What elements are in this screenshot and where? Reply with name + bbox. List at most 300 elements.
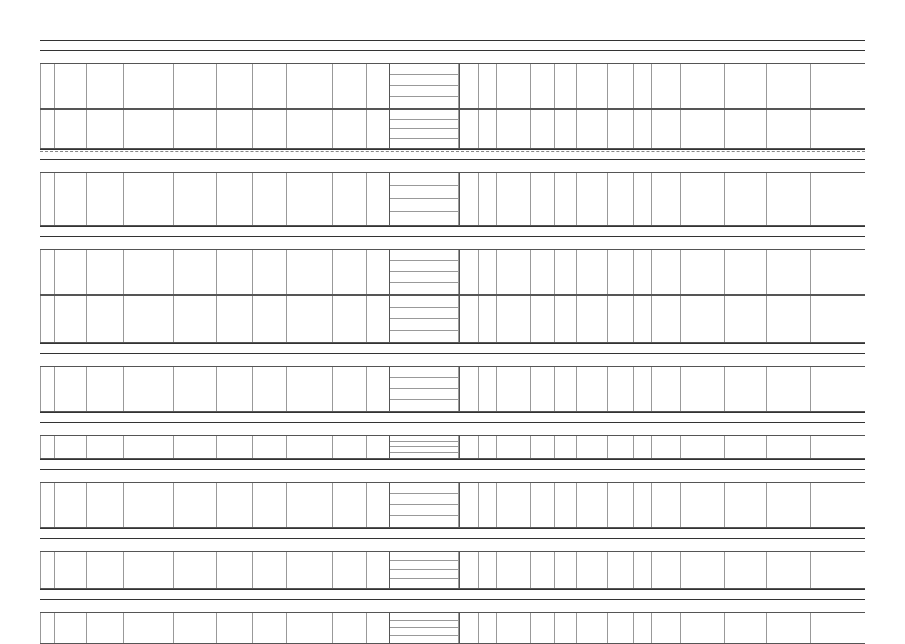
table-cell [123,296,173,342]
facility-type-label [390,579,459,588]
table-row [40,295,865,343]
table-cell [651,367,680,411]
table-cell [173,296,216,342]
table-cell [216,367,252,411]
table-cell [478,367,496,411]
table-cell [252,296,286,342]
table-cell [680,613,724,643]
table-cell [651,613,680,643]
table-cell [496,64,530,108]
table-cell [680,436,724,458]
table-cell [54,250,86,294]
table-row [40,551,865,589]
table-cell [286,613,332,643]
table-cell [332,110,366,148]
facility-type-subtable [389,64,460,108]
table-cell [651,64,680,108]
facility-type-label [390,494,459,505]
table-cell [554,296,576,342]
table-cell [724,483,766,527]
table-cell [40,250,54,294]
table-cell [496,613,530,643]
table-cell [86,367,123,411]
table-cell [607,367,633,411]
table-cell [86,436,123,458]
table-cell [530,436,554,458]
facility-type-label [390,483,459,494]
table-cell [366,296,389,342]
table-cell [54,436,86,458]
table-cell [252,110,286,148]
table-cell [40,552,54,588]
table-cell [458,110,478,148]
table-cell [554,436,576,458]
table-cell [530,552,554,588]
table-cell [286,250,332,294]
facility-type-label [390,561,459,570]
table-cell [607,250,633,294]
table-cell [458,436,478,458]
facility-type-label [390,636,459,644]
table-cell [554,483,576,527]
table-cell [651,552,680,588]
table-cell [366,367,389,411]
table-cell [530,367,554,411]
facility-type-label [390,120,459,130]
table-cell [458,173,478,225]
table-cell [766,436,810,458]
table-cell [478,483,496,527]
table-cell [530,296,554,342]
table-cell [40,613,54,643]
table-cell [496,367,530,411]
table-cell [651,173,680,225]
table-cell [123,613,173,643]
table-cell [86,64,123,108]
table-cell [810,110,865,148]
table-cell [607,436,633,458]
table-cell [633,296,651,342]
table-cell [680,367,724,411]
facility-type-subtable [389,173,460,225]
table-cell [530,250,554,294]
facility-type-label [390,331,459,343]
facility-type-label [390,296,459,308]
facility-type-label [390,129,459,139]
total-row [40,412,865,423]
table-cell [607,483,633,527]
table-cell [86,613,123,643]
table-cell [216,552,252,588]
table-cell [724,250,766,294]
table-row [40,63,865,109]
facility-type-label [390,552,459,561]
table-row [40,612,865,644]
district-heading [40,470,865,482]
table-cell [86,250,123,294]
district-heading [40,160,865,172]
district-heading [40,539,865,551]
table-cell [286,110,332,148]
table-cell [458,296,478,342]
table-cell [766,64,810,108]
table-cell [54,483,86,527]
table-cell [216,173,252,225]
table-cell [332,436,366,458]
table-cell [216,296,252,342]
table-cell [530,64,554,108]
total-row [40,589,865,600]
table-cell [478,250,496,294]
table-cell [724,613,766,643]
facility-type-label [390,250,459,261]
table-cell [286,436,332,458]
table-cell [633,64,651,108]
table-cell [40,367,54,411]
total-row [40,343,865,354]
table-cell [173,110,216,148]
facility-type-label [390,570,459,579]
table-cell [173,613,216,643]
facility-type-label [390,283,459,294]
facility-type-subtable [389,250,460,294]
table-cell [458,613,478,643]
table-cell [496,173,530,225]
table-cell [530,483,554,527]
table-cell [366,436,389,458]
table-cell [496,296,530,342]
table-cell [554,64,576,108]
table-cell [554,110,576,148]
table-cell [633,552,651,588]
facility-type-subtable [389,436,460,458]
table-cell [332,296,366,342]
table-cell [680,64,724,108]
table-cell [607,552,633,588]
table-cell [607,613,633,643]
total-row [40,226,865,237]
table-cell [680,296,724,342]
table-cell [810,436,865,458]
table-cell [54,173,86,225]
district-heading [40,423,865,435]
table-cell [458,552,478,588]
table-row [40,249,865,295]
table-cell [576,296,607,342]
district-heading [40,354,865,366]
table-cell [576,436,607,458]
table-cell [216,613,252,643]
table-cell [766,296,810,342]
facility-type-label [390,139,459,149]
table-cell [651,250,680,294]
facility-type-label [390,86,459,97]
table-cell [252,64,286,108]
table-cell [680,552,724,588]
facility-type-label [390,621,459,629]
facility-type-label [390,110,459,120]
table-cell [366,552,389,588]
table-cell [332,64,366,108]
table-cell [173,64,216,108]
table-cell [496,436,530,458]
table-cell [724,64,766,108]
facility-type-label [390,212,459,225]
table-cell [576,367,607,411]
table-cell [651,483,680,527]
table-cell [286,552,332,588]
table-cell [724,367,766,411]
table-cell [366,613,389,643]
table-cell [54,367,86,411]
table-cell [766,613,810,643]
table-cell [173,552,216,588]
table-cell [86,110,123,148]
table-cell [252,367,286,411]
table-cell [54,64,86,108]
table-cell [123,64,173,108]
facility-type-label [390,367,459,378]
table-cell [496,552,530,588]
table-cell [724,436,766,458]
table-cell [680,173,724,225]
facility-type-label [390,97,459,108]
table-cell [554,173,576,225]
table-cell [252,173,286,225]
table-cell [607,64,633,108]
table-cell [724,173,766,225]
table-cell [366,64,389,108]
table-cell [173,436,216,458]
table-cell [478,110,496,148]
table-cell [86,552,123,588]
table-cell [40,64,54,108]
table-cell [86,173,123,225]
table-cell [286,483,332,527]
table-cell [576,173,607,225]
table-cell [286,367,332,411]
table-cell [123,552,173,588]
table-cell [530,110,554,148]
table-cell [366,483,389,527]
table-cell [554,613,576,643]
table-cell [478,173,496,225]
table-cell [54,296,86,342]
facility-type-label [390,173,459,186]
table-cell [216,64,252,108]
table-cell [40,483,54,527]
table-cell [332,613,366,643]
table-cell [458,250,478,294]
facility-type-subtable [389,552,460,588]
table-cell [458,64,478,108]
table-cell [810,552,865,588]
table-cell [123,173,173,225]
table-row [40,435,865,459]
table-cell [366,110,389,148]
table-cell [766,367,810,411]
table-cell [724,110,766,148]
facility-type-label [390,378,459,389]
table-cell [633,173,651,225]
facility-type-label [390,199,459,212]
facility-type-label [390,400,459,411]
facility-type-label [390,64,459,75]
facility-type-label [390,272,459,283]
table-cell [576,552,607,588]
table-cell [766,250,810,294]
table-cell [633,367,651,411]
table-cell [252,250,286,294]
table-cell [123,483,173,527]
facility-type-label [390,389,459,400]
table-cell [576,64,607,108]
table-cell [496,110,530,148]
table-cell [607,110,633,148]
table-cell [173,173,216,225]
table-cell [651,110,680,148]
table-cell [54,613,86,643]
table-cell [576,613,607,643]
facility-type-label [390,186,459,199]
facility-type-subtable [389,613,460,643]
table-cell [40,296,54,342]
table-cell [216,436,252,458]
table-cell [40,436,54,458]
facility-type-label [390,613,459,621]
table-cell [332,483,366,527]
facility-type-label [390,308,459,320]
table-cell [86,483,123,527]
facility-type-subtable [389,367,460,411]
page-break-rule [40,151,865,152]
table-cell [332,173,366,225]
facility-type-label [390,453,459,459]
table-cell [123,436,173,458]
district-heading [40,600,865,612]
table-cell [766,483,810,527]
table-cell [810,367,865,411]
table-cell [633,250,651,294]
table-cell [54,552,86,588]
table-cell [633,436,651,458]
table-cell [478,552,496,588]
table-row [40,172,865,226]
table-cell [252,483,286,527]
table-row [40,366,865,412]
table-cell [458,483,478,527]
table-cell [216,483,252,527]
table-cell [530,613,554,643]
table-row [40,482,865,528]
facility-type-label [390,319,459,331]
table-cell [576,483,607,527]
table-cell [651,436,680,458]
facility-type-subtable [389,296,460,342]
table-cell [40,173,54,225]
table-cell [216,250,252,294]
table-cell [252,613,286,643]
table-cell [651,296,680,342]
facility-type-label [390,628,459,636]
district-heading [40,51,865,63]
table-cell [123,367,173,411]
table-cell [478,64,496,108]
table-cell [530,173,554,225]
table-cell [810,250,865,294]
table-cell [86,296,123,342]
table-cell [173,367,216,411]
table-cell [554,250,576,294]
table-cell [173,250,216,294]
table-cell [633,483,651,527]
table-cell [810,483,865,527]
table-cell [766,110,810,148]
facility-type-label [390,505,459,516]
table-cell [724,552,766,588]
table-cell [54,110,86,148]
total-row [40,528,865,539]
table-cell [332,552,366,588]
table-cell [286,296,332,342]
table-cell [554,552,576,588]
table-cell [680,110,724,148]
table-cell [607,173,633,225]
table-cell [123,250,173,294]
table-cell [554,367,576,411]
table-cell [810,613,865,643]
table-cell [766,552,810,588]
table-cell [680,483,724,527]
table-cell [332,367,366,411]
table-cell [366,173,389,225]
table-cell [216,110,252,148]
table-cell [810,173,865,225]
register-sheet [40,40,865,644]
table-cell [766,173,810,225]
table-cell [173,483,216,527]
table-row [40,109,865,149]
total-row [40,40,865,51]
district-heading [40,237,865,249]
table-cell [458,367,478,411]
table-cell [496,250,530,294]
table-cell [332,250,366,294]
facility-type-subtable [389,110,460,148]
table-cell [123,110,173,148]
table-cell [366,250,389,294]
table-cell [576,110,607,148]
table-cell [286,64,332,108]
total-row [40,459,865,470]
table-cell [810,296,865,342]
table-cell [810,64,865,108]
table-cell [633,110,651,148]
table-cell [496,483,530,527]
table-cell [478,436,496,458]
table-cell [607,296,633,342]
table-cell [478,296,496,342]
table-cell [40,110,54,148]
table-cell [633,613,651,643]
facility-type-label [390,75,459,86]
facility-type-label [390,516,459,527]
table-cell [286,173,332,225]
table-cell [724,296,766,342]
table-cell [478,613,496,643]
facility-type-label [390,261,459,272]
table-cell [252,436,286,458]
